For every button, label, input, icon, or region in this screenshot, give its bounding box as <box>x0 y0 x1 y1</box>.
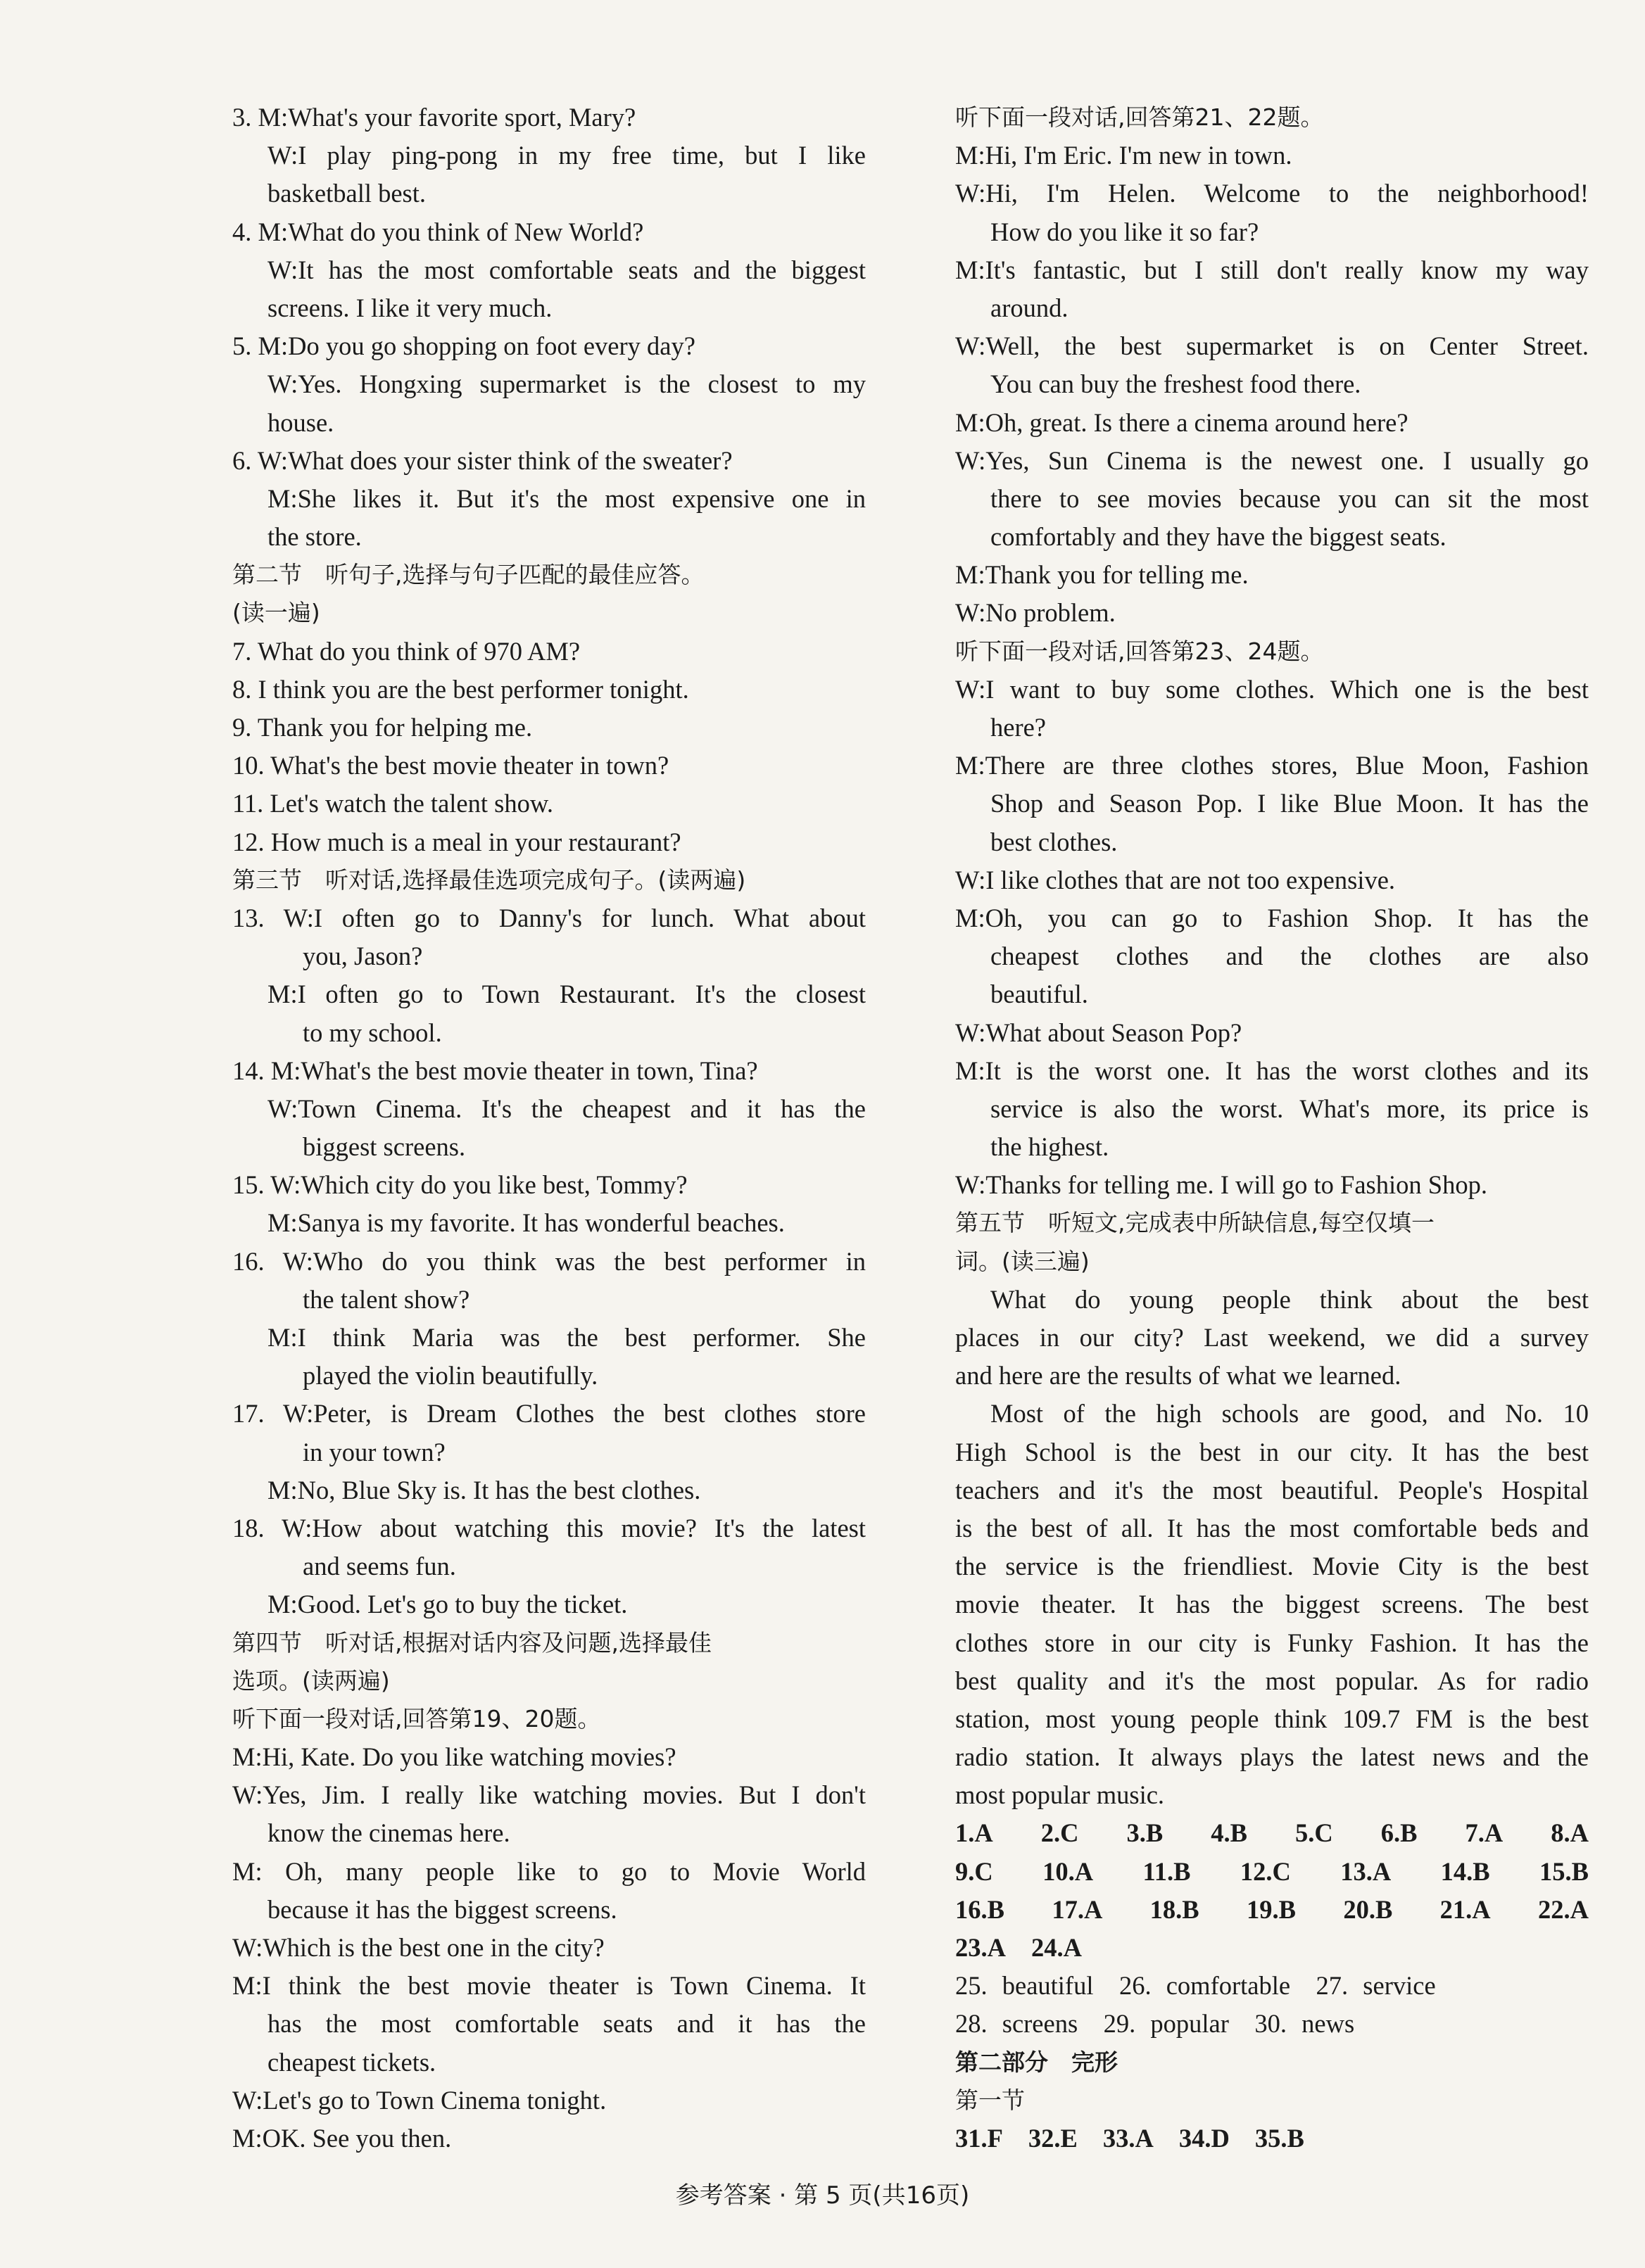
answer-key-25-30 <box>955 1967 1589 2043</box>
answer-item: 31.F <box>955 2123 1003 2153</box>
answer-item: 22.A <box>1537 1894 1589 1924</box>
left-line: M:Good. Let's go to buy the ticket. <box>267 1590 628 1619</box>
answer-item: 6.B <box>1380 1818 1418 1848</box>
left-line: the talent show? <box>303 1284 470 1314</box>
left-line: M:Hi, Kate. Do you like watching movies? <box>232 1742 676 1772</box>
left-line: 13. W:I often go to Danny's for lunch. What about <box>232 903 866 932</box>
left-line: M:I think the best movie theater is Town Cinema. It <box>232 1971 866 2001</box>
right-line: W:No problem. <box>955 598 1116 628</box>
left-line: 8. I think you are the best performer tonight. <box>232 674 689 704</box>
left-line: (读一遍) <box>232 599 320 627</box>
left-line: 12. How much is a meal in your restaurant? <box>232 827 681 856</box>
page-footer: 参考答案 · 第 5 页(共16页) <box>675 2181 970 2210</box>
right-line: W:Well, the best supermarket is on Center Street. <box>955 331 1589 361</box>
answer-item: 33.A <box>1102 2123 1154 2153</box>
right-line: service is also the worst. What's more, its price is <box>990 1094 1589 1123</box>
left-line: W:It has the most comfortable seats and the biggest <box>267 255 866 284</box>
right-line: W:What about Season Pop? <box>955 1018 1242 1047</box>
right-line: movie theater. It has the biggest screens. The best <box>955 1590 1589 1619</box>
right-line: the service is the friendliest. Movie City is the best <box>955 1552 1589 1581</box>
right-line: 听下面一段对话,回答第23、24题。 <box>955 637 1324 665</box>
right-line: High School is the best in our city. It has the best <box>955 1437 1589 1466</box>
right-line: clothes store in our city is Funky Fashion. It has the <box>955 1628 1589 1657</box>
left-line: and seems fun. <box>303 1552 456 1581</box>
right-line: M:Thank you for telling me. <box>955 560 1249 590</box>
right-line: comfortably and they have the biggest seats. <box>990 522 1447 552</box>
left-line: M:She likes it. But it's the most expensive one in <box>267 483 866 513</box>
answer-row <box>955 1853 1589 1891</box>
answer-item: 11.B <box>1142 1856 1191 1886</box>
left-line: house. <box>267 407 334 437</box>
left-line: 11. Let's watch the talent show. <box>232 789 553 818</box>
answer-item: 23.A <box>955 1933 1006 1962</box>
right-line: W:Yes, Sun Cinema is the newest one. I usually go <box>955 445 1589 475</box>
answer-item: 12.C <box>1240 1856 1291 1886</box>
answer-item: 5.C <box>1295 1818 1333 1848</box>
right-line: W:I want to buy some clothes. Which one is the best <box>955 674 1589 704</box>
left-line: in your town? <box>303 1437 446 1466</box>
right-line: W:Thanks for telling me. I will go to Fashion Shop. <box>955 1170 1487 1200</box>
answer-row <box>955 1814 1589 1852</box>
left-line: to my school. <box>303 1018 442 1047</box>
right-line: radio station. It always plays the latest news and the <box>955 1742 1589 1772</box>
answer-item: 24.A <box>1031 1933 1082 1962</box>
left-line: 4. M:What do you think of New World? <box>232 217 644 246</box>
answer-item: 3.B <box>1126 1818 1164 1848</box>
answer-item: 9.C <box>955 1856 993 1886</box>
fill-answer-row: 28. screens 29. popular 30. news <box>955 2009 1355 2039</box>
right-column <box>955 99 1589 2158</box>
left-line: you, Jason? <box>303 942 423 971</box>
left-line: cheapest tickets. <box>267 2047 436 2077</box>
right-line: What do young people think about the best <box>990 1284 1589 1314</box>
answer-item: 32.E <box>1028 2123 1078 2153</box>
right-line: Shop and Season Pop. I like Blue Moon. It has the <box>990 789 1589 818</box>
right-line: How do you like it so far? <box>990 217 1259 246</box>
left-line: 17. W:Peter, is Dream Clothes the best clothes store <box>232 1399 866 1428</box>
right-line: You can buy the freshest food there. <box>990 369 1361 399</box>
right-line: best clothes. <box>990 827 1118 856</box>
answer-item: 19.B <box>1246 1894 1296 1924</box>
right-line: is the best of all. It has the most comfortable beds and <box>955 1513 1589 1542</box>
answer-item: 1.A <box>955 1818 993 1848</box>
part2-title: 第二部分 完形 <box>955 2048 1118 2076</box>
right-line: beautiful. <box>990 980 1088 1009</box>
left-line: 第四节 听对话,根据对话内容及问题,选择最佳 <box>232 1628 712 1656</box>
answer-item: 16.B <box>955 1894 1004 1924</box>
section1-title: 第一节 <box>955 2086 1025 2114</box>
right-line: 听下面一段对话,回答第21、22题。 <box>955 103 1324 131</box>
right-line: Most of the high schools are good, and No. 10 <box>990 1399 1589 1428</box>
answer-item: 14.B <box>1440 1856 1490 1886</box>
answer-item: 20.B <box>1343 1894 1393 1924</box>
left-line: 7. What do you think of 970 AM? <box>232 636 581 666</box>
left-line: has the most comfortable seats and it has the <box>267 2009 866 2039</box>
right-line: M:Hi, I'm Eric. I'm new in town. <box>955 141 1292 170</box>
answer-row <box>955 1929 1589 1967</box>
right-line: M:There are three clothes stores, Blue Moon, Fashion <box>955 751 1589 780</box>
answer-item: 7.A <box>1465 1818 1504 1848</box>
left-line: the store. <box>267 522 362 552</box>
right-line: W:I like clothes that are not too expensive. <box>955 865 1396 894</box>
answer-item: 21.A <box>1439 1894 1491 1924</box>
right-line: places in our city? Last weekend, we did a survey <box>955 1323 1589 1352</box>
right-line: the highest. <box>990 1132 1109 1162</box>
left-line: W:Town Cinema. It's the cheapest and it has the <box>267 1094 866 1123</box>
right-line: teachers and it's the most beautiful. People's Hospital <box>955 1475 1589 1504</box>
left-line: screens. I like it very much. <box>267 293 553 322</box>
left-line: M: Oh, many people like to go to Movie World <box>232 1856 866 1886</box>
answer-key-1-24 <box>955 1814 1589 1967</box>
left-line: M:No, Blue Sky is. It has the best clothes. <box>267 1475 701 1504</box>
left-line: because it has the biggest screens. <box>267 1894 617 1924</box>
answer-item: 10.A <box>1042 1856 1094 1886</box>
left-line: W:Let's go to Town Cinema tonight. <box>232 2085 607 2115</box>
right-line: most popular music. <box>955 1780 1165 1810</box>
right-line: M:Oh, you can go to Fashion Shop. It has the <box>955 903 1589 932</box>
right-line: best quality and it's the most popular. As for radio <box>955 1666 1589 1695</box>
left-line: W:Yes, Jim. I really like watching movies. But I don't <box>232 1780 866 1810</box>
left-line: M:Sanya is my favorite. It has wonderful beaches. <box>267 1208 785 1238</box>
answer-item: 18.B <box>1149 1894 1199 1924</box>
answer-item: 34.D <box>1178 2123 1230 2153</box>
right-line: here? <box>990 713 1047 742</box>
answer-item: 2.C <box>1040 1818 1079 1848</box>
left-line: 16. W:Who do you think was the best performer in <box>232 1246 866 1276</box>
right-line: cheapest clothes and the clothes are also <box>990 942 1589 971</box>
left-line: know the cinemas here. <box>267 1818 510 1848</box>
answer-item: 8.A <box>1551 1818 1589 1848</box>
left-column <box>232 99 866 2158</box>
left-line: 第三节 听对话,选择最佳选项完成句子。(读两遍) <box>232 866 746 894</box>
left-line: basketball best. <box>267 179 427 208</box>
left-line: biggest screens. <box>303 1132 466 1162</box>
left-line: 14. M:What's the best movie theater in town, Tina? <box>232 1056 758 1085</box>
right-line: 第五节 听短文,完成表中所缺信息,每空仅填一 <box>955 1209 1435 1237</box>
right-line: around. <box>990 293 1069 322</box>
answer-row <box>955 1891 1589 1929</box>
left-line: W:Yes. Hongxing supermarket is the closest to my <box>267 369 866 399</box>
left-line: 18. W:How about watching this movie? It's the latest <box>232 1513 866 1542</box>
answer-item: 17.A <box>1052 1894 1103 1924</box>
right-line: station, most young people think 109.7 FM is the best <box>955 1704 1589 1733</box>
right-line: there to see movies because you can sit the most <box>990 483 1589 513</box>
right-line: M:It is the worst one. It has the worst clothes and its <box>955 1056 1589 1085</box>
right-line: W:Hi, I'm Helen. Welcome to the neighborhood! <box>955 179 1589 208</box>
left-line: M:I think Maria was the best performer. She <box>267 1323 866 1352</box>
left-line: W:I play ping-pong in my free time, but I like <box>267 141 866 170</box>
left-line: 第二节 听句子,选择与句子匹配的最佳应答。 <box>232 561 705 589</box>
left-line: 6. W:What does your sister think of the sweater? <box>232 445 733 475</box>
right-line: M:It's fantastic, but I still don't really know my way <box>955 255 1589 284</box>
right-text-block <box>955 99 1589 1814</box>
right-line: and here are the results of what we learned. <box>955 1361 1401 1390</box>
left-line: 15. W:Which city do you like best, Tommy? <box>232 1170 688 1200</box>
fill-answer-row: 25. beautiful 26. comfortable 27. service <box>955 1971 1436 2001</box>
left-line: 9. Thank you for helping me. <box>232 713 533 742</box>
left-line: M:OK. See you then. <box>232 2123 452 2153</box>
left-line: W:Which is the best one in the city? <box>232 1933 605 1962</box>
answer-key-31-35 <box>955 2120 1589 2158</box>
left-line: 听下面一段对话,回答第19、20题。 <box>232 1704 601 1732</box>
right-line: M:Oh, great. Is there a cinema around here? <box>955 407 1408 437</box>
left-line: 3. M:What's your favorite sport, Mary? <box>232 103 636 132</box>
answer-item: 35.B <box>1254 2123 1304 2153</box>
left-line: 10. What's the best movie theater in town? <box>232 751 669 780</box>
left-line: 5. M:Do you go shopping on foot every day? <box>232 331 695 361</box>
answer-item: 15.B <box>1539 1856 1589 1886</box>
answer-item: 4.B <box>1211 1818 1247 1848</box>
left-line: played the violin beautifully. <box>303 1361 598 1390</box>
right-line: 词。(读三遍) <box>955 1247 1090 1275</box>
left-line: M:I often go to Town Restaurant. It's the closest <box>267 980 866 1009</box>
answer-item: 13.A <box>1340 1856 1392 1886</box>
left-line: 选项。(读两遍) <box>232 1666 390 1694</box>
